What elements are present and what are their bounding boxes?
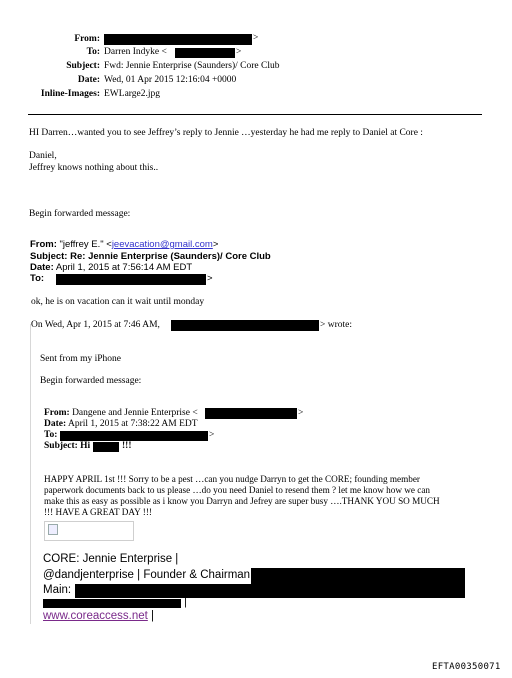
body-line-3: Jeffrey knows nothing about this.. — [29, 163, 159, 173]
quoted-subject-line — [44, 441, 90, 451]
fwd1-wrote-suffix: > wrote: — [320, 320, 353, 330]
quoted-to-suffix: > — [209, 430, 215, 440]
redacted-signature-3 — [43, 599, 181, 608]
quoted-msg-3: make this as easy as possible as i know you Darryn and Jefrey are super busy ….THANK YOU SO MUCH — [44, 496, 440, 506]
redacted-wrote-email — [171, 320, 319, 331]
to-label: To: — [86, 47, 100, 57]
inline-images-label: Inline-Images: — [40, 89, 100, 99]
body-line-2: Daniel, — [29, 151, 57, 161]
fwd1-subject-value: Re: Jennie Enterprise (Saunders)/ Core Club — [67, 251, 271, 262]
website-line — [43, 610, 154, 622]
subject-value: Fwd: Jennie Enterprise (Saunders)/ Core Club — [104, 61, 280, 71]
quoted-subject-suffix: !!! — [122, 441, 132, 451]
redacted-quoted-subject — [93, 442, 119, 452]
fwd1-to-suffix: > — [207, 273, 213, 284]
redacted-from — [104, 34, 252, 45]
fwd1-from-suffix: > — [212, 239, 219, 250]
body-line-1: HI Darren…wanted you to see Jeffrey’s reply to Jennie …yesterday he had me reply to Daniel at Core : — [29, 128, 423, 138]
from-suffix: > — [253, 33, 259, 43]
quoted-msg-4: !!! HAVE A GREAT DAY !!! — [44, 507, 152, 517]
redacted-quoted-to — [60, 431, 208, 441]
fwd1-subject-line — [30, 251, 271, 262]
fwd1-date-line — [30, 262, 192, 273]
fwd1-wrote-prefix: On Wed, Apr 1, 2015 at 7:46 AM, — [31, 320, 160, 330]
fwd1-to-label: To: — [30, 273, 45, 284]
quote-bar — [30, 324, 31, 624]
quoted-from-line — [44, 408, 198, 418]
from-label: From: — [74, 34, 100, 44]
fwd1-from-line — [30, 239, 218, 250]
fwd1-subject-label: Subject: — [30, 251, 68, 262]
redacted-to — [175, 48, 235, 58]
website-suffix: | — [147, 610, 155, 622]
signature-line-1: CORE: Jennie Enterprise | — [43, 553, 179, 565]
quoted-from-label: From: — [44, 408, 70, 418]
quoted-date-line — [44, 419, 198, 429]
redacted-fwd1-to — [56, 274, 206, 285]
quoted-subject-label: Subject: — [44, 441, 78, 451]
fwd1-from-label: From: — [30, 239, 57, 250]
begin-forwarded-2: Begin forwarded message: — [40, 376, 142, 386]
quoted-date-value: April 1, 2015 at 7:38:22 AM EDT — [66, 419, 198, 429]
quoted-from-suffix: > — [298, 408, 304, 418]
quoted-msg-2: paperwork documents back to us please …do you need Daniel to resend them ? let me know how we can — [44, 485, 431, 495]
quoted-from-value: Dangene and Jennie Enterprise < — [69, 408, 198, 418]
website-link[interactable]: www.coreaccess.net — [43, 610, 148, 622]
fwd1-date-value: April 1, 2015 at 7:56:14 AM EDT — [53, 262, 193, 273]
fwd1-to-line — [30, 273, 44, 284]
fwd1-from-name: "jeffrey E." < — [56, 239, 112, 250]
sent-from-iphone: Sent from my iPhone — [40, 354, 122, 364]
broken-image-icon — [48, 524, 58, 535]
inline-images-value: EWLarge2.jpg — [104, 89, 161, 99]
quoted-msg-1: HAPPY APRIL 1st !!! Sorry to be a pest …can you nudge Darryn to get the CORE; founding member — [44, 474, 420, 484]
header-separator — [28, 114, 482, 115]
signature-line-3: Main: — [43, 584, 72, 596]
quoted-subject-value: Hi — [77, 441, 91, 451]
begin-forwarded-1: Begin forwarded message: — [29, 209, 131, 219]
date-label: Date: — [77, 75, 100, 85]
fwd1-reply: ok, he is on vacation can it wait until monday — [31, 297, 205, 307]
fwd1-email-link[interactable]: jeevacation@gmail.com — [111, 239, 213, 250]
signature-pipe: | — [184, 596, 187, 608]
document-id: EFTA00350071 — [432, 662, 501, 672]
redacted-signature-1 — [251, 568, 465, 585]
quoted-to-label: To: — [44, 430, 58, 440]
signature-line-2: @dandjenterprise | Founder & Chairman — [43, 569, 251, 581]
redacted-quoted-from — [205, 408, 297, 419]
broken-image-placeholder — [44, 521, 134, 541]
subject-label: Subject: — [66, 61, 100, 71]
to-suffix: > — [236, 47, 242, 57]
redacted-signature-2 — [75, 584, 465, 598]
date-value: Wed, 01 Apr 2015 12:16:04 +0000 — [104, 75, 237, 85]
quoted-date-label: Date: — [44, 419, 67, 429]
to-value: Darren Indyke < — [104, 47, 167, 57]
fwd1-date-label: Date: — [30, 262, 54, 273]
quoted-to-line — [44, 430, 57, 440]
